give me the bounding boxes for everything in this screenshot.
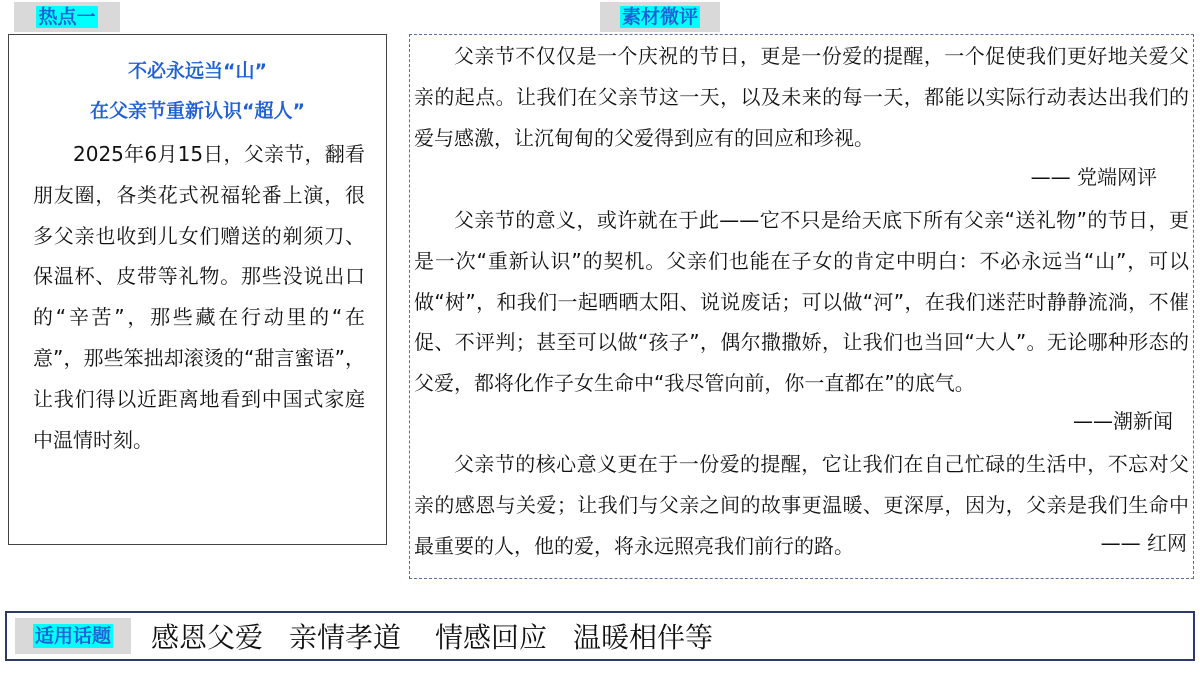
hot-point-tag: [14, 2, 120, 32]
comment-source-3: —— 红网: [1095, 523, 1187, 563]
comment-panel: [409, 34, 1194, 579]
topic-label-tag: [15, 618, 131, 654]
comment-tag: [600, 2, 720, 32]
topic-item: 感恩父爱: [151, 621, 264, 654]
topic-label: 适用话题: [34, 625, 111, 647]
topic-item: 亲情孝道: [289, 621, 402, 654]
comment-source-2: ——潮新闻: [1067, 401, 1173, 441]
news-body: 2025年6月15日，父亲节，翻看朋友圈，各类花式祝福轮番上演，很多父亲也收到儿女们赠送的剃须刀、保温杯、皮带等礼物。那些没说出口的“辛苦”，那些藏在行动里的“在意”，那些笨拙却滚烫的“甜言蜜语”，让我们得以近距离地看到中国式家庭中温情时刻。: [33, 142, 365, 452]
topic-bar: [5, 611, 1195, 661]
comment-paragraph-2: 父亲节的意义，或许就在于此——它不只是给天底下所有父亲“送礼物”的节日，更是一次“重新认识”的契机。父亲们也能在子女的肯定中明白：不必永远当“山”，可以做“树”，和我们一起晒晒太阳、说说废话；可以做“河”，在我们迷茫时静静流淌，不催促、不评判；甚至可以做“孩子”，偶尔撒撒娇，让我们也当回“大人”。无论哪种形态的父爱，都将化作子女生命中“我尽管向前，你一直都在”的底气。: [414, 208, 1189, 396]
news-card: [8, 34, 387, 545]
news-title-line1: 不必永远当“山”: [128, 60, 267, 82]
topic-list: [151, 616, 739, 656]
topic-item: 温暖相伴等: [573, 621, 714, 654]
news-title-line2: 在父亲节重新认识“超人”: [90, 100, 305, 122]
comment-label: 素材微评: [621, 6, 698, 28]
topic-item: 情感回应: [435, 621, 548, 654]
comment-source-1: —— 党端网评: [1030, 165, 1157, 189]
comment-paragraph-1: 父亲节不仅仅是一个庆祝的节日，更是一份爱的提醒，一个促使我们更好地关爱父亲的起点。让我们在父亲节这一天，以及未来的每一天，都能以实际行动表达出我们的爱与感激，让沉甸甸的父爱得到应有的回应和珍视。: [414, 44, 1189, 150]
comment-paragraph-3: 父亲节的核心意义更在于一份爱的提醒，它让我们在自己忙碌的生活中，不忘对父亲的感恩与关爱；让我们与父亲之间的故事更温暖、更深厚，因为，父亲是我们生命中最重要的人，他的爱，将永远照亮我们前行的路。: [414, 452, 1189, 558]
hot-point-label: 热点一: [38, 6, 96, 28]
